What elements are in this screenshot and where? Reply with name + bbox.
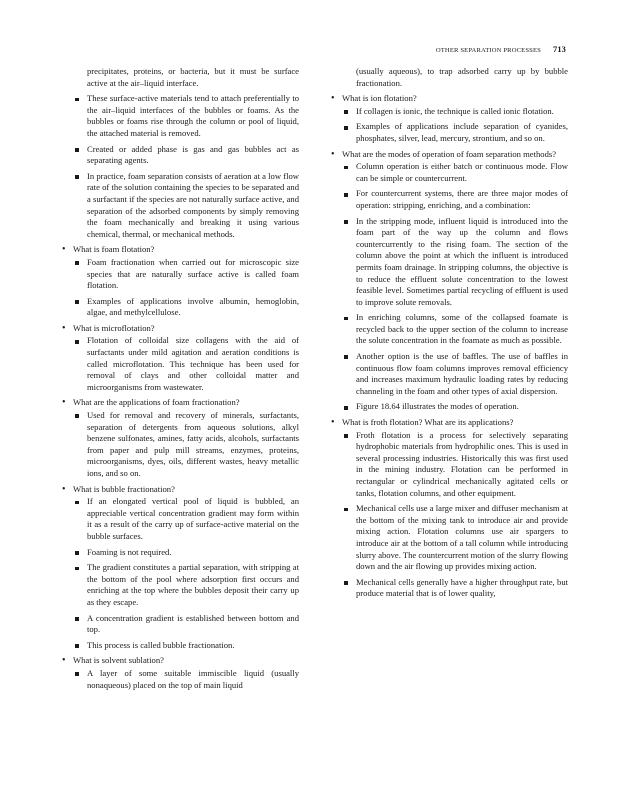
answer-bullet: The gradient constitutes a partial separation, with stripping at the bottom of the pool where adsorption first occurs and enriching at the top where the bubbles deposit their carry up as they escape. <box>62 562 299 608</box>
answer-bullet: A layer of some suitable immiscible liquid (usually nonaqueous) placed on the top of main liquid <box>62 668 299 691</box>
question-foam-fractionation-applications: • What are the applications of foam fractionation? <box>62 397 299 409</box>
answer-bullet: Foam fractionation when carried out for microscopic size species that are naturally surface active is called foam flotation. <box>62 257 299 292</box>
answer-bullet: Another option is the use of baffles. The use of baffles in continuous flow foam columns improves removal efficiency and increases maximum hydraulic loading rates by reducing channeling in the foam and other types of axial dispersion. <box>331 351 568 397</box>
answer-bullet: Created or added phase is gas and gas bubbles act as separating agents. <box>62 144 299 167</box>
answer-bullet: In the stripping mode, influent liquid is introduced into the foam part of the way up the column and flows countercurrently to the rising foam. The section of the column above the point at which the influent is introduced permits foam drainage. In stripping columns, the objective is to reduce the effluent solute concentration to the lowest feasible level. Sometimes partial recycling of effluent is used to improve solute removals. <box>331 216 568 309</box>
answer-bullet: If an elongated vertical pool of liquid is bubbled, an appreciable vertical concentration gradient may form within it as a result of the carry up of surface-active material on the bubble surfaces. <box>62 496 299 542</box>
answer-bullet: This process is called bubble fractionation. <box>62 640 299 652</box>
answer-bullet: Foaming is not required. <box>62 547 299 559</box>
question-solvent-sublation: • What is solvent sublation? <box>62 655 299 667</box>
answer-bullet: Examples of applications involve albumin, hemoglobin, algae, and methylcellulose. <box>62 296 299 319</box>
running-header <box>0 44 566 57</box>
question-foam-flotation: • What is foam flotation? <box>62 244 299 256</box>
continued-paragraph: (usually aqueous), to trap adsorbed carry up by bubble fractionation. <box>356 66 568 88</box>
question-bubble-fractionation: • What is bubble fractionation? <box>62 484 299 496</box>
question-froth-flotation: • What is froth flotation? What are its applications? <box>331 417 568 429</box>
answer-bullet: Used for removal and recovery of minerals, surfactants, separation of detergents from aqueous solutions, alkyl benzene sulfonates, amines, fatty acids, alcohols, surfactants from paper and pulp mill streams, enzymes, proteins, microorganisms, dyes, oils, different wastes, heavy metallic ions, and so on. <box>62 410 299 480</box>
running-header-title: OTHER SEPARATION PROCESSES <box>435 47 541 54</box>
continued-paragraph: precipitates, proteins, or bacteria, but it must be surface active at the air–liquid interface. <box>87 66 299 88</box>
answer-bullet: Flotation of colloidal size collagens with the aid of surfactants under mild agitation and aeration conditions is called microflotation. This technique has been used for removal of clays and other colloidal matter and microorganisms from wastewater. <box>62 335 299 393</box>
question-modes-of-operation: • What are the modes of operation of foam separation methods? <box>331 149 568 161</box>
answer-bullet: These surface-active materials tend to attach preferentially to the air–liquid interfaces of the bubbles or foams. As the bubbles or foams rise through the column or pool of liquid, the attached material is removed. <box>62 93 299 139</box>
answer-bullet: Examples of applications include separation of cyanides, phosphates, silver, lead, mercury, strontium, and so on. <box>331 121 568 144</box>
answer-bullet: A concentration gradient is established between bottom and top. <box>62 613 299 636</box>
answer-bullet: If collagen is ionic, the technique is called ionic flotation. <box>331 106 568 118</box>
answer-bullet: Mechanical cells use a large mixer and diffuser mechanism at the bottom of the mixing tank to introduce air and provide mixing action. Flotation columns use air spargers to introduce air at the bottom of a tall column while introducing slurry above. The countercurrent motion of the slurry flowing down and the air flowing up provides mixing action. <box>331 503 568 573</box>
question-ion-flotation: • What is ion flotation? <box>331 93 568 105</box>
right-column <box>331 66 568 604</box>
answer-bullet: Mechanical cells generally have a higher throughput rate, but produce material that is of lower quality, <box>331 577 568 600</box>
left-column <box>62 66 299 695</box>
answer-bullet: Figure 18.64 illustrates the modes of operation. <box>331 401 568 413</box>
answer-bullet: In practice, foam separation consists of aeration at a low flow rate of the solution containing the species to be separated and a surfactant if the species are not naturally surface active, and separation of the adsorbed components by simply removing the foam mechanically and breaking it using various chemical, thermal, or mechanical methods. <box>62 171 299 241</box>
answer-bullet: Column operation is either batch or continuous mode. Flow can be simple or countercurrent. <box>331 161 568 184</box>
question-microflotation: • What is microflotation? <box>62 323 299 335</box>
page-number: 713 <box>552 45 566 54</box>
answer-bullet: Froth flotation is a process for selectively separating hydrophobic materials from hydrophilic ones. This is used in several processing industries. Historically this was first used in the mining industry. Flotation can be performed in rectangular or cylindrical mechanically agitated cells or tanks, flotation columns, and other equipment. <box>331 430 568 500</box>
answer-bullet: In enriching columns, some of the collapsed foamate is recycled back to the upper section of the column to increase the solute concentration in the foamate as much as possible. <box>331 312 568 347</box>
answer-bullet: For countercurrent systems, there are three major modes of operation: stripping, enriching, and a combination: <box>331 188 568 211</box>
